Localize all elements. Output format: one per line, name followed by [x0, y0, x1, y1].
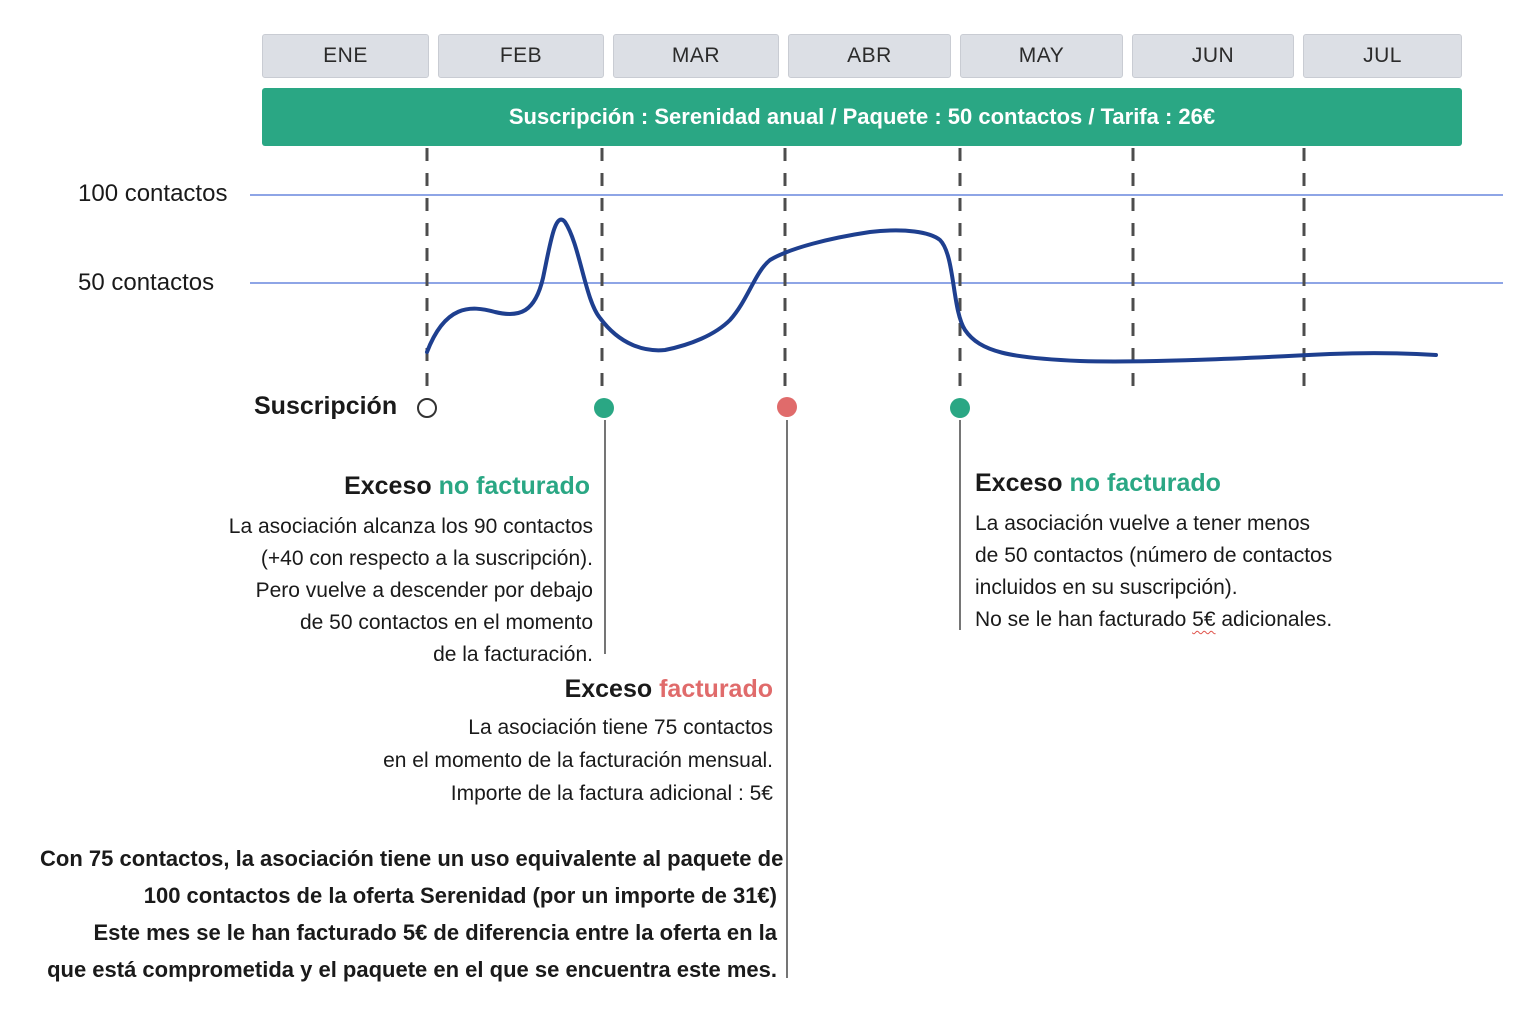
note-body-mar — [330, 711, 773, 810]
note-line: Pero vuelve a descender por debajo — [255, 579, 593, 602]
note-title-prefix: Exceso — [344, 472, 432, 500]
note-title-prefix: Exceso — [975, 469, 1063, 497]
note-line: La asociación alcanza los 90 contactos — [228, 515, 593, 538]
note-line: incluidos en su suscripción). — [975, 576, 1238, 599]
month-label: MAY — [1018, 44, 1065, 67]
note-title-highlight: facturado — [659, 675, 773, 703]
subscription-label: Suscripción — [254, 392, 398, 420]
note-title-highlight: no facturado — [1069, 469, 1221, 497]
note-line: de 50 contactos en el momento — [299, 611, 593, 634]
spellcheck-marked-text: 5€ — [1192, 608, 1216, 631]
note-body-abr — [975, 508, 1332, 636]
conclusion-line: Este mes se le han facturado 5€ de diferencia entre la oferta en la — [93, 920, 777, 945]
note-title-feb — [240, 472, 590, 501]
month-label: MAR — [671, 44, 721, 67]
note-line: de 50 contactos (número de contactos — [975, 544, 1333, 567]
note-text: No se le han facturado — [975, 608, 1193, 631]
banner-text: Suscripción : Serenidad anual / Paquete : 50 contactos / Tarifa : 26€ — [508, 104, 1216, 129]
subscription-marker — [418, 399, 436, 417]
y-label-50: 50 contactos — [78, 269, 215, 296]
note-line: (+40 con respecto a la suscripción). — [260, 547, 593, 570]
y-label-100: 100 contactos — [78, 180, 228, 207]
month-label: JUL — [1363, 44, 1402, 67]
not-billed-marker — [950, 398, 970, 418]
month-label: JUN — [1191, 44, 1235, 67]
conclusion-text — [40, 840, 784, 988]
billing-dates — [427, 148, 1304, 388]
not-billed-marker — [594, 398, 614, 418]
month-label: ABR — [847, 44, 892, 67]
note-line — [975, 604, 1332, 636]
note-line: en el momento de la facturación mensual. — [383, 749, 773, 772]
note-line: La asociación tiene 75 contactos — [468, 716, 773, 739]
contacts-curve — [427, 220, 1436, 362]
note-title-highlight: no facturado — [438, 472, 590, 500]
note-body-feb — [180, 511, 593, 671]
note-title-abr — [975, 469, 1221, 498]
conclusion-line: que está comprometida y el paquete en el que se encuentra este mes. — [47, 957, 777, 982]
conclusion-line: 100 contactos de la oferta Serenidad (por un importe de 31€) — [143, 883, 777, 908]
note-line: Importe de la factura adicional : 5€ — [450, 782, 773, 805]
conclusion-line: Con 75 contactos, la asociación tiene un uso equivalente al paquete de — [40, 846, 784, 871]
billed-marker — [777, 397, 797, 417]
note-line: de la facturación. — [433, 643, 593, 666]
note-title-mar — [420, 675, 773, 704]
note-title-prefix: Exceso — [564, 675, 653, 703]
note-line: La asociación vuelve a tener menos — [975, 512, 1311, 535]
note-text: adicionales. — [1215, 608, 1333, 631]
month-label: FEB — [499, 44, 543, 67]
month-label: ENE — [323, 44, 368, 67]
